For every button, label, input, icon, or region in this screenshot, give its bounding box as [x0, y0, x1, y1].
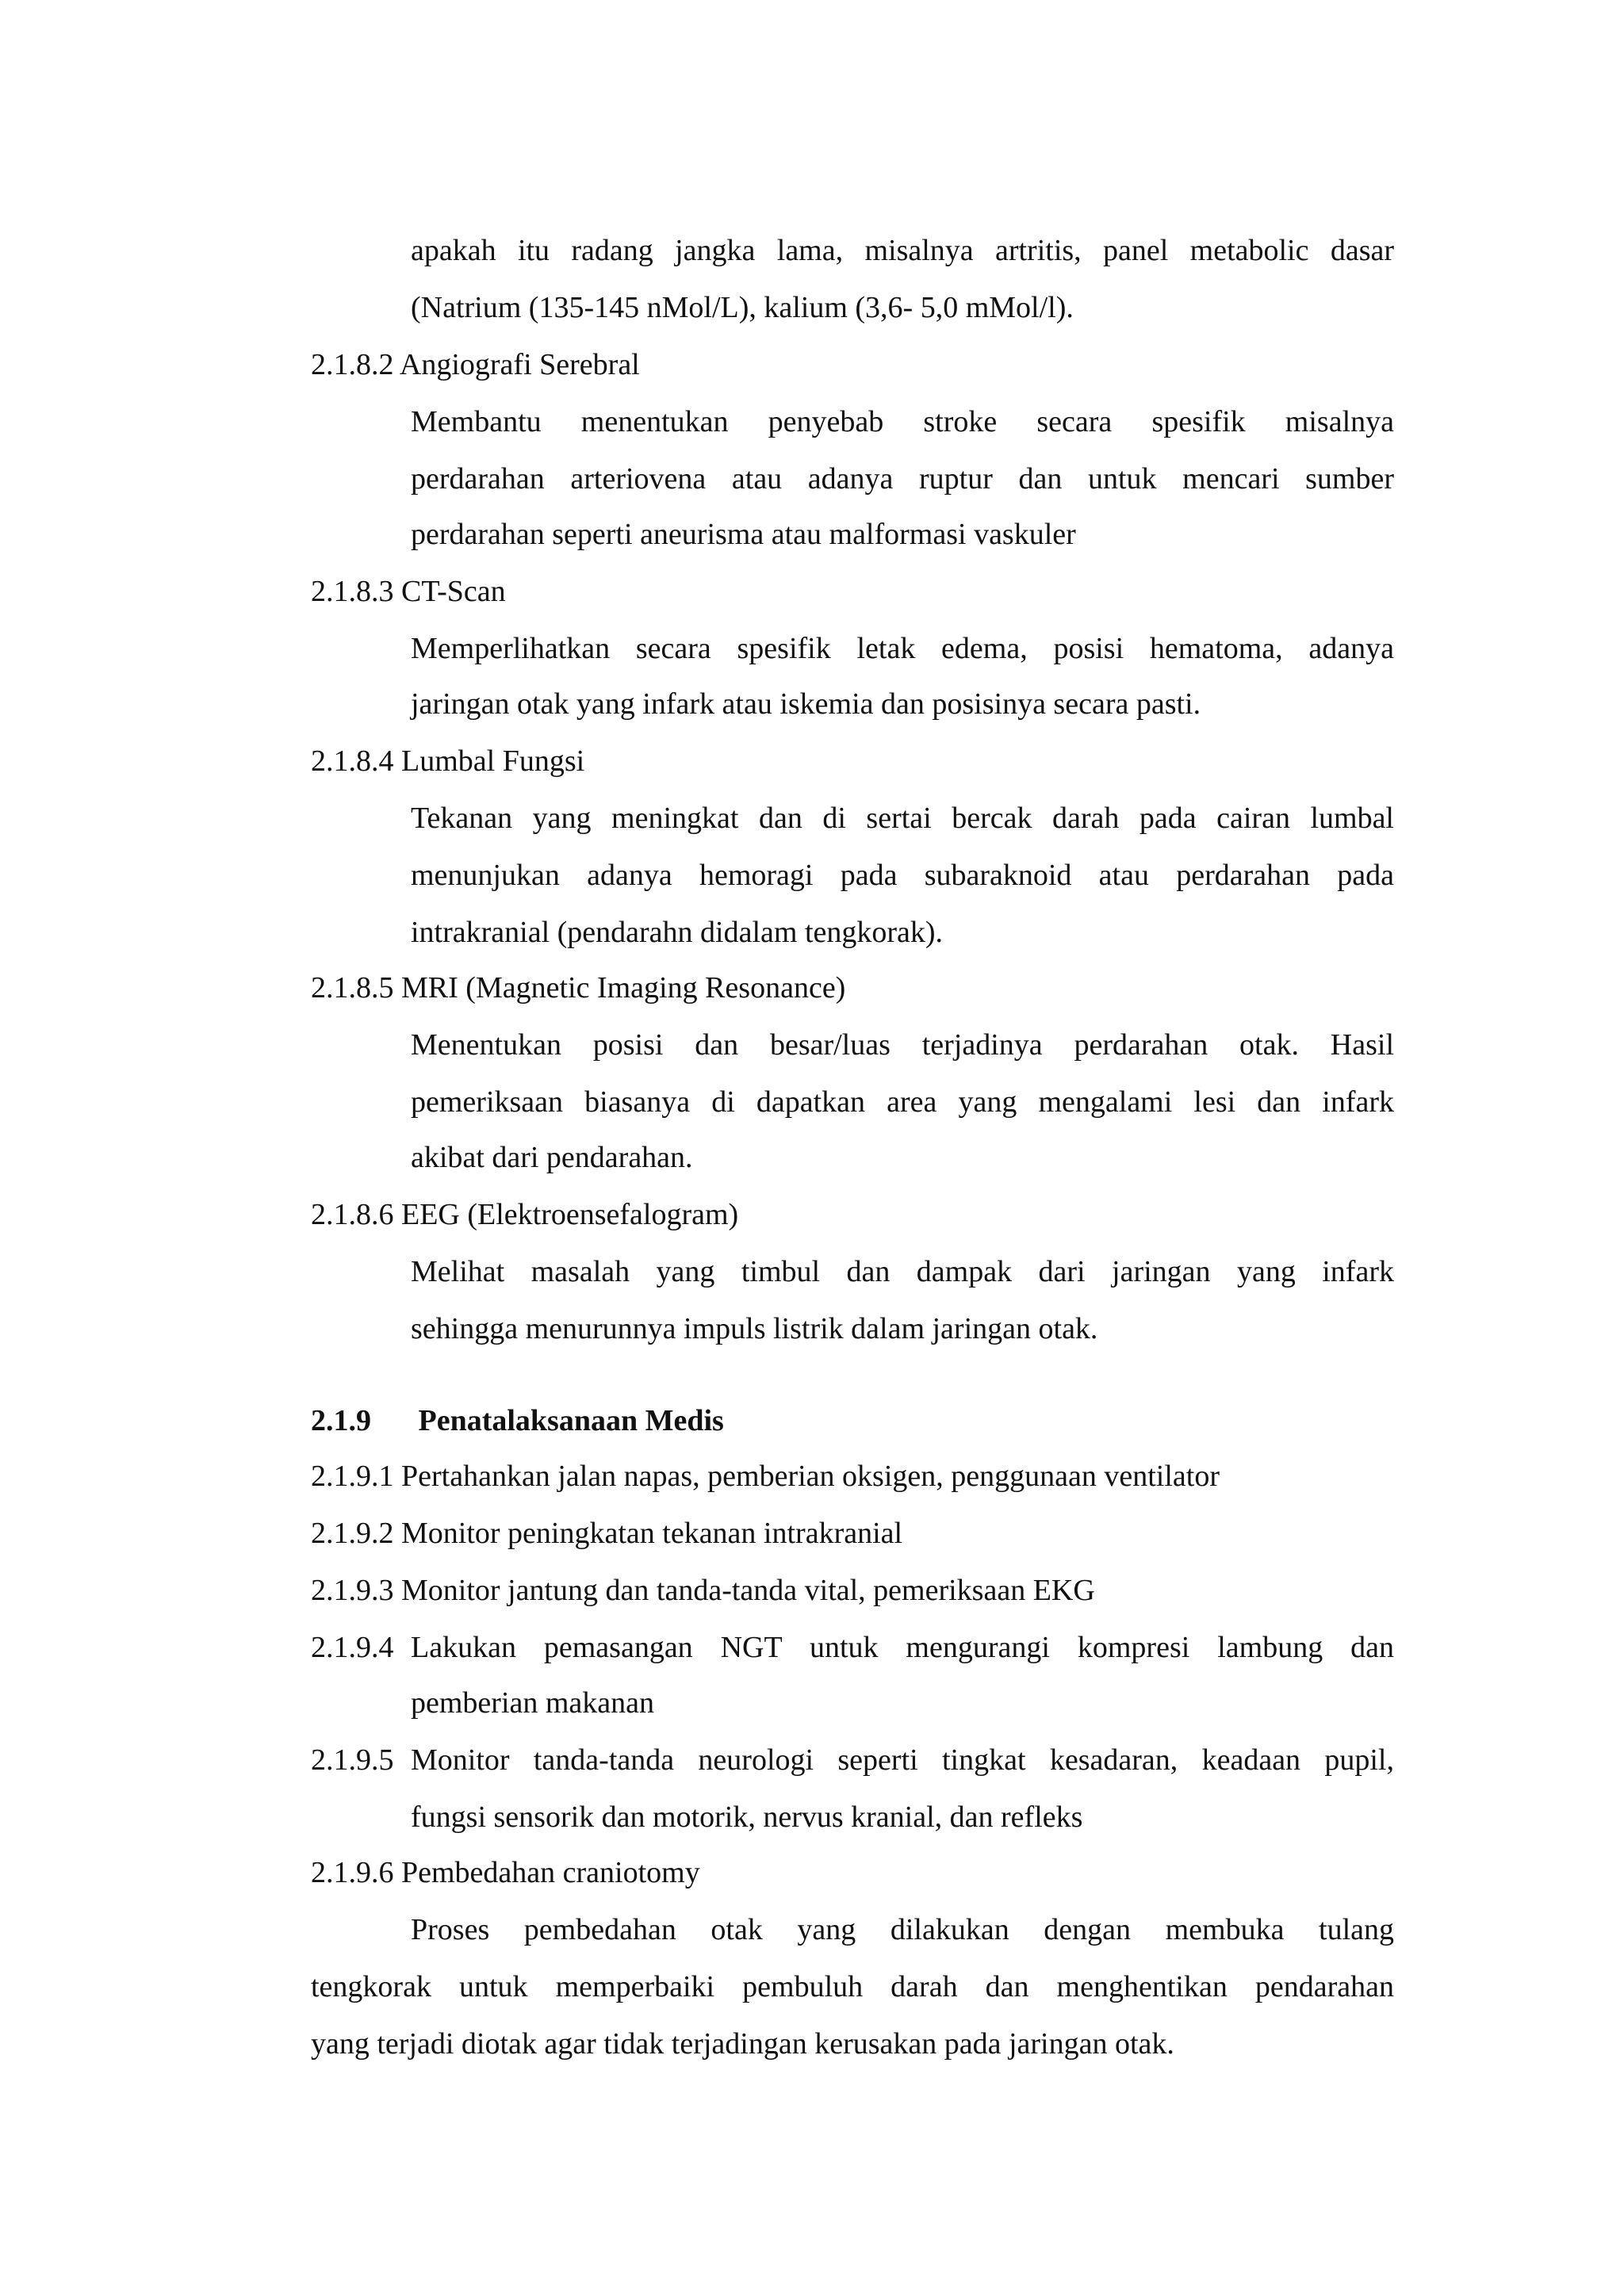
item-text-continuation: fungsi sensorik dan motorik, nervus kranial, dan refleks: [411, 1800, 1083, 1834]
paragraph-line: Proses pembedahan otak yang dilakukan dengan membuka tulang: [411, 1913, 1394, 1946]
item-number: 2.1.9.3: [311, 1574, 394, 1607]
item-text: Monitor peningkatan tekanan intrakranial: [401, 1517, 903, 1550]
item-text: Pembedahan craniotomy: [401, 1856, 700, 1889]
paragraph-line: tengkorak untuk memperbaiki pembuluh darah dan menghentikan pendarahan: [311, 1970, 1394, 2003]
list-item-number: 2.1.9.4: [311, 1631, 394, 1664]
section-219-heading: [311, 1402, 724, 1440]
item-text: Monitor tanda-tanda neurologi seperti tingkat kesadaran, keadaan pupil,: [411, 1743, 1394, 1777]
section-2185-heading: [311, 969, 845, 1007]
item-text: Pertahankan jalan napas, pemberian oksigen, penggunaan ventilator: [401, 1460, 1220, 1493]
item-number: 2.1.9.2: [311, 1517, 394, 1550]
paragraph-line: Memperlihatkan secara spesifik letak edema, posisi hematoma, adanya: [411, 632, 1394, 665]
intro-line-1: apakah itu radang jangka lama, misalnya artritis, panel metabolic dasar: [411, 234, 1394, 267]
section-number: 2.1.8.3: [311, 575, 394, 608]
section-title: Penatalaksanaan Medis: [418, 1404, 724, 1437]
paragraph-line: akibat dari pendarahan.: [411, 1141, 693, 1174]
list-item: [311, 1854, 700, 1892]
section-number: 2.1.8.6: [311, 1198, 394, 1231]
section-title: EEG (Elektroensefalogram): [401, 1198, 739, 1231]
paragraph-line: menunjukan adanya hemoragi pada subaraknoid atau perdarahan pada: [411, 859, 1394, 892]
list-item: [311, 1571, 1095, 1609]
section-title: Angiografi Serebral: [399, 348, 640, 381]
paragraph-line: pemeriksaan biasanya di dapatkan area yang mengalami lesi dan infark: [411, 1085, 1394, 1119]
paragraph-line: jaringan otak yang infark atau iskemia dan posisinya secara pasti.: [411, 687, 1201, 721]
intro-line-2: (Natrium (135-145 nMol/L), kalium (3,6- 5,0 mMol/l).: [411, 291, 1074, 324]
item-number: 2.1.9.6: [311, 1856, 394, 1889]
list-item-number: 2.1.9.5: [311, 1743, 394, 1777]
section-2182-heading: [311, 346, 640, 384]
paragraph-line: Melihat masalah yang timbul dan dampak dari jaringan yang infark: [411, 1255, 1394, 1288]
paragraph-line: intrakranial (pendarahn didalam tengkorak).: [411, 916, 944, 949]
paragraph-line: Menentukan posisi dan besar/luas terjadinya perdarahan otak. Hasil: [411, 1028, 1394, 1062]
section-title: MRI (Magnetic Imaging Resonance): [401, 971, 846, 1004]
paragraph-line: Tekanan yang meningkat dan di sertai bercak darah pada cairan lumbal: [411, 802, 1394, 835]
section-title: CT-Scan: [401, 575, 506, 608]
section-number: 2.1.8.2: [311, 348, 394, 381]
item-text: Lakukan pemasangan NGT untuk mengurangi kompresi lambung dan: [411, 1631, 1394, 1664]
item-text-continuation: pemberian makanan: [411, 1686, 655, 1720]
paragraph-line: perdarahan arteriovena atau adanya ruptur dan untuk mencari sumber: [411, 462, 1394, 496]
list-item: [311, 1457, 1220, 1495]
paragraph-line: sehingga menurunnya impuls listrik dalam jaringan otak.: [411, 1312, 1098, 1345]
paragraph-line: perdarahan seperti aneurisma atau malformasi vaskuler: [411, 518, 1076, 551]
item-text: Monitor jantung dan tanda-tanda vital, pemeriksaan EKG: [401, 1574, 1095, 1607]
section-number: 2.1.8.5: [311, 971, 394, 1004]
list-item: [311, 1514, 902, 1552]
section-2183-heading: [311, 572, 506, 610]
section-title: Lumbal Fungsi: [401, 744, 585, 778]
paragraph-line: Membantu menentukan penyebab stroke secara spesifik misalnya: [411, 405, 1394, 438]
section-2184-heading: [311, 742, 584, 780]
paragraph-line: yang terjadi diotak agar tidak terjadingan kerusakan pada jaringan otak.: [311, 2027, 1174, 2061]
section-number: 2.1.8.4: [311, 744, 394, 778]
item-number: 2.1.9.1: [311, 1460, 394, 1493]
section-2186-heading: [311, 1196, 738, 1234]
section-number: 2.1.9: [311, 1404, 371, 1437]
